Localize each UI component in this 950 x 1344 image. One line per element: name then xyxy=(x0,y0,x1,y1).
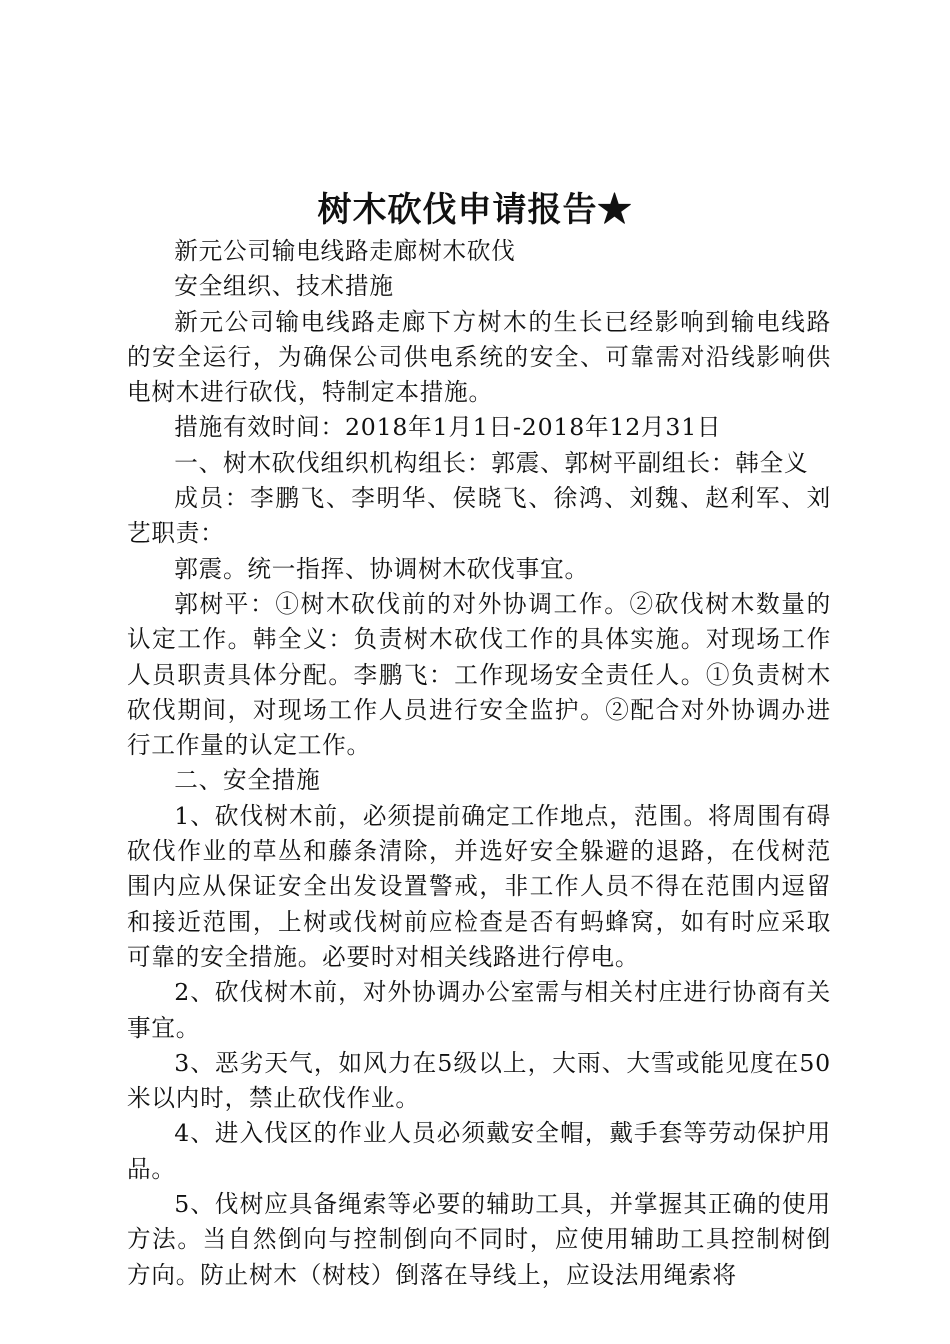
paragraph-duties: 郭树平：①树木砍伐前的对外协调工作。②砍伐树木数量的认定工作。韩全义：负责树木砍伐工作的具体实施。对现场工作人员职责具体分配。李鹏飞：工作现场安全责任人。①负责树木砍伐期间，对现场工作人员进行安全监护。②配合对外协调办进行工作量的认定工作。 xyxy=(127,589,831,760)
paragraph-safety-1: 1、砍伐树木前，必须提前确定工作地点，范围。将周围有碍砍伐作业的草丛和藤条清除，并选好安全躲避的退路，在伐树范围内应从保证安全出发设置警戒，非工作人员不得在范围内逗留和接近范围，上树或伐树前应检查是否有蚂蜂窝，如有时应采取可靠的安全措施。必要时对相关线路进行停电。 xyxy=(127,801,831,971)
paragraph-safety-5: 5、伐树应具备绳索等必要的辅助工具，并掌握其正确的使用方法。当自然倒向与控制倒向不同时，应使用辅助工具控制树倒方向。防止树木（树枝）倒落在导线上，应设法用绳索将 xyxy=(127,1190,831,1289)
paragraph-intro: 新元公司输电线路走廊下方树木的生长已经影响到输电线路的安全运行，为确保公司供电系统的安全、可靠需对沿线影响供电树木进行砍伐，特制定本措施。 xyxy=(127,307,831,407)
paragraph-safety-3: 3、恶劣天气，如风力在5级以上，大雨、大雪或能见度在50米以内时，禁止砍伐作业。 xyxy=(127,1048,831,1113)
paragraph-effective-time: 措施有效时间：2018年1月1日-2018年12月31日 xyxy=(174,413,722,442)
paragraph-safety-2: 2、砍伐树木前，对外协调办公室需与相关村庄进行协商有关事宜。 xyxy=(127,978,831,1042)
paragraph-subtitle: 安全组织、技术措施 xyxy=(174,272,394,301)
paragraph-members: 成员：李鹏飞、李明华、侯晓飞、徐鸿、刘魏、赵利军、刘艺职责： xyxy=(127,484,831,548)
paragraph-duty-guo-zhen: 郭震。统一指挥、协调树木砍伐事宜。 xyxy=(174,554,589,583)
section-heading-safety: 二、安全措施 xyxy=(174,766,321,795)
document-title: 树木砍伐申请报告★ xyxy=(317,190,633,230)
paragraph-organization: 一、树木砍伐组织机构组长：郭震、郭树平副组长：韩全义 xyxy=(174,448,809,477)
paragraph-subject: 新元公司输电线路走廊树木砍伐 xyxy=(174,237,516,265)
document-body xyxy=(127,234,831,1293)
paragraph-safety-4: 4、进入伐区的作业人员必须戴安全帽，戴手套等劳动保护用品。 xyxy=(127,1119,831,1183)
